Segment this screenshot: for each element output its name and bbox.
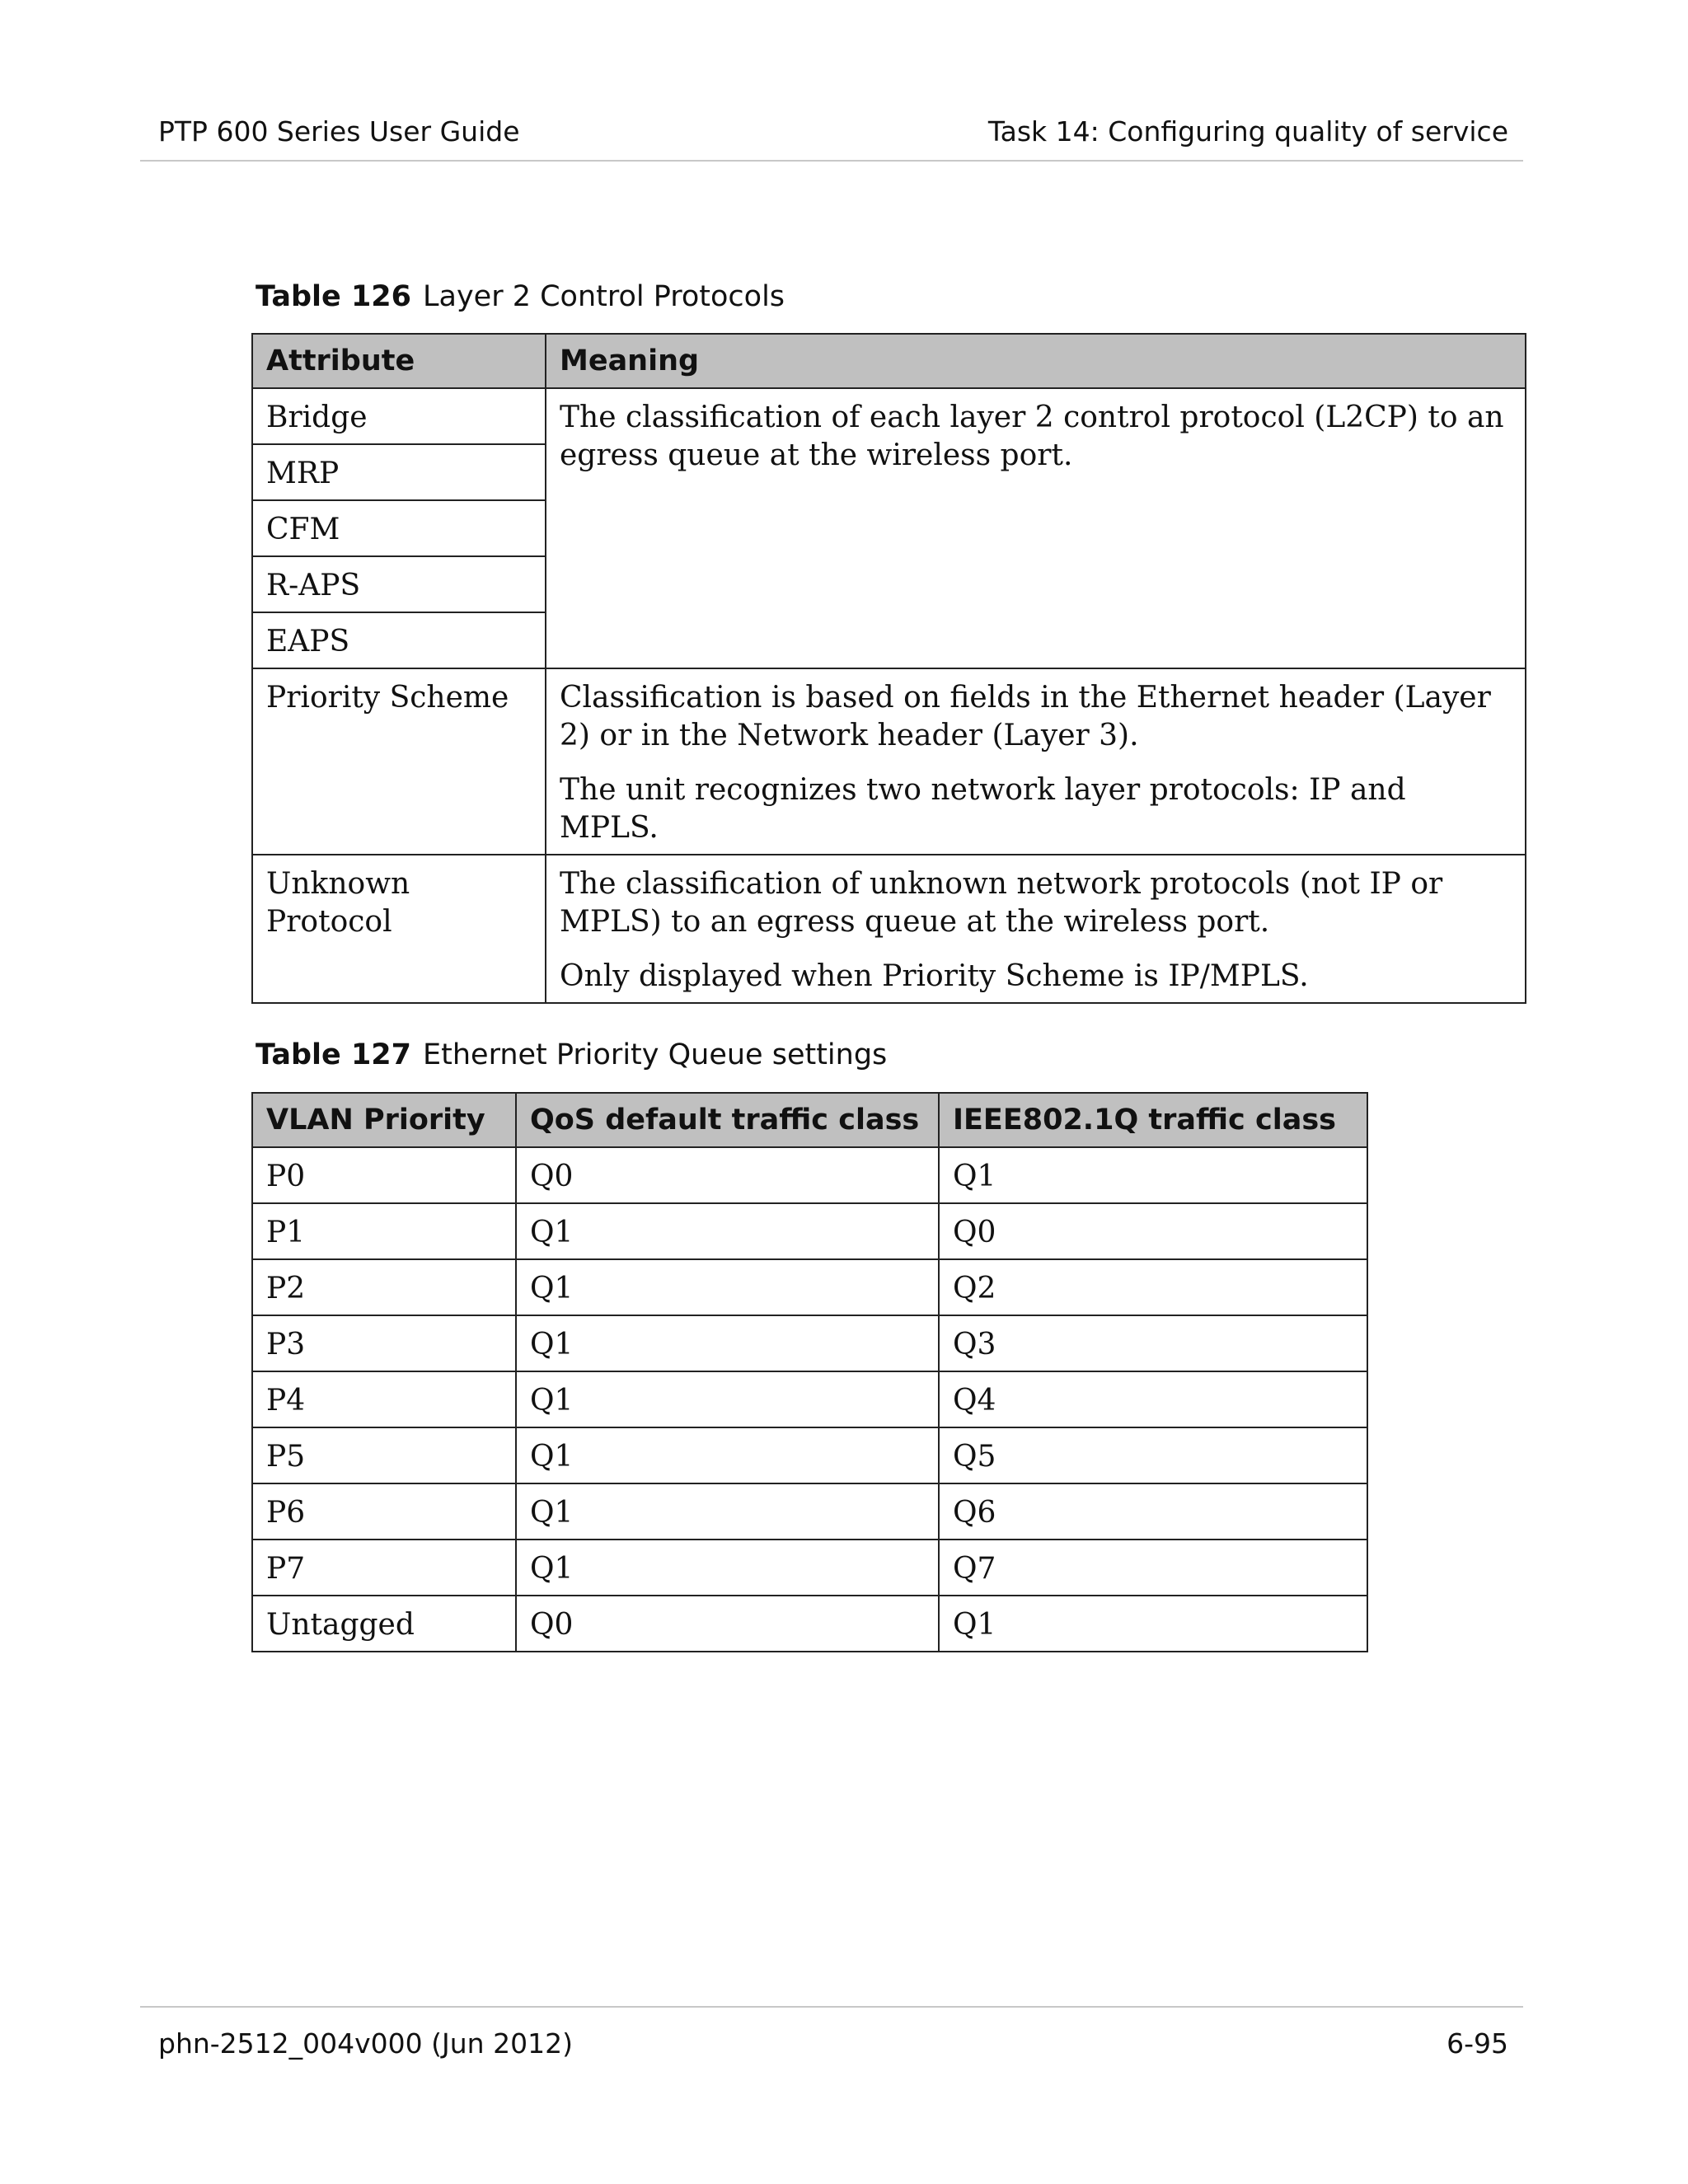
qos-default-class-cell: Q1 <box>516 1483 939 1540</box>
table-row <box>252 1315 1367 1371</box>
attribute-cell: EAPS <box>252 612 546 668</box>
column-header: IEEE802.1Q traffic class <box>939 1093 1367 1147</box>
meaning-cell <box>546 388 1526 668</box>
table-127-caption <box>256 1038 887 1071</box>
table-126-number: Table 126 <box>256 280 412 313</box>
qos-default-class-cell: Q1 <box>516 1259 939 1315</box>
document-id: phn-2512_004v000 (Jun 2012) <box>158 2027 573 2060</box>
ieee-traffic-class-cell: Q4 <box>939 1371 1367 1427</box>
vlan-priority-cell: P5 <box>252 1427 516 1483</box>
column-header: Attribute <box>252 334 546 388</box>
meaning-cell <box>546 668 1526 855</box>
meaning-text: The classification of unknown network protocols (not IP or MPLS) to an egress queue at the wireless port. <box>560 867 1443 939</box>
vlan-priority-cell: P3 <box>252 1315 516 1371</box>
table-row <box>252 1371 1367 1427</box>
table-row <box>252 388 1526 444</box>
meaning-text: Only displayed when Priority Scheme is IP/MPLS. <box>560 959 1309 993</box>
page-number: 6-95 <box>1447 2027 1508 2060</box>
table-header-row <box>252 334 1526 388</box>
vlan-priority-cell: P0 <box>252 1147 516 1203</box>
attribute-cell: Bridge <box>252 388 546 444</box>
layer2-control-protocols-table <box>251 333 1526 1004</box>
qos-default-class-cell: Q0 <box>516 1147 939 1203</box>
table-127-title: Ethernet Priority Queue settings <box>423 1038 888 1071</box>
table-row <box>252 1540 1367 1596</box>
ieee-traffic-class-cell: Q0 <box>939 1203 1367 1259</box>
meaning-cell <box>546 855 1526 1003</box>
vlan-priority-cell: P7 <box>252 1540 516 1596</box>
column-header: VLAN Priority <box>252 1093 516 1147</box>
document-title: PTP 600 Series User Guide <box>158 115 520 148</box>
attribute-cell: MRP <box>252 444 546 500</box>
qos-default-class-cell: Q1 <box>516 1427 939 1483</box>
ieee-traffic-class-cell: Q1 <box>939 1596 1367 1652</box>
table-126-title: Layer 2 Control Protocols <box>423 280 785 313</box>
attribute-cell: R-APS <box>252 556 546 612</box>
ieee-traffic-class-cell: Q2 <box>939 1259 1367 1315</box>
table-row <box>252 668 1526 855</box>
table-header-row <box>252 1093 1367 1147</box>
qos-default-class-cell: Q1 <box>516 1203 939 1259</box>
table-row <box>252 1203 1367 1259</box>
priority-table-body <box>252 1147 1367 1652</box>
attribute-cell: CFM <box>252 500 546 556</box>
vlan-priority-cell: Untagged <box>252 1596 516 1652</box>
page-header <box>140 115 1523 152</box>
qos-default-class-cell: Q1 <box>516 1540 939 1596</box>
ieee-traffic-class-cell: Q6 <box>939 1483 1367 1540</box>
section-title: Task 14: Configuring quality of service <box>987 115 1508 148</box>
table-row <box>252 1427 1367 1483</box>
qos-default-class-cell: Q1 <box>516 1371 939 1427</box>
table-row <box>252 1483 1367 1540</box>
qos-default-class-cell: Q0 <box>516 1596 939 1652</box>
attribute-cell: Unknown Protocol <box>252 855 546 1003</box>
meaning-text: The classification of each layer 2 control protocol (L2CP) to an egress queue at the wireless port. <box>560 401 1504 472</box>
ieee-traffic-class-cell: Q5 <box>939 1427 1367 1483</box>
attribute-cell: Priority Scheme <box>252 668 546 855</box>
table-row <box>252 855 1526 1003</box>
vlan-priority-cell: P2 <box>252 1259 516 1315</box>
column-header: QoS default traffic class <box>516 1093 939 1147</box>
ieee-traffic-class-cell: Q3 <box>939 1315 1367 1371</box>
ethernet-priority-queue-table <box>251 1092 1368 1652</box>
qos-default-class-cell: Q1 <box>516 1315 939 1371</box>
ieee-traffic-class-cell: Q7 <box>939 1540 1367 1596</box>
table-row <box>252 1259 1367 1315</box>
header-rule <box>140 160 1523 162</box>
table-row <box>252 1596 1367 1652</box>
table-row <box>252 1147 1367 1203</box>
vlan-priority-cell: P4 <box>252 1371 516 1427</box>
meaning-text: The unit recognizes two network layer protocols: IP and MPLS. <box>560 773 1406 845</box>
vlan-priority-cell: P1 <box>252 1203 516 1259</box>
ieee-traffic-class-cell: Q1 <box>939 1147 1367 1203</box>
vlan-priority-cell: P6 <box>252 1483 516 1540</box>
table-126-caption <box>256 280 785 313</box>
column-header: Meaning <box>546 334 1526 388</box>
meaning-text: Classification is based on fields in the Ethernet header (Layer 2) or in the Network header (Layer 3). <box>560 681 1491 752</box>
footer-rule <box>140 2006 1523 2008</box>
table-127-number: Table 127 <box>256 1038 412 1071</box>
